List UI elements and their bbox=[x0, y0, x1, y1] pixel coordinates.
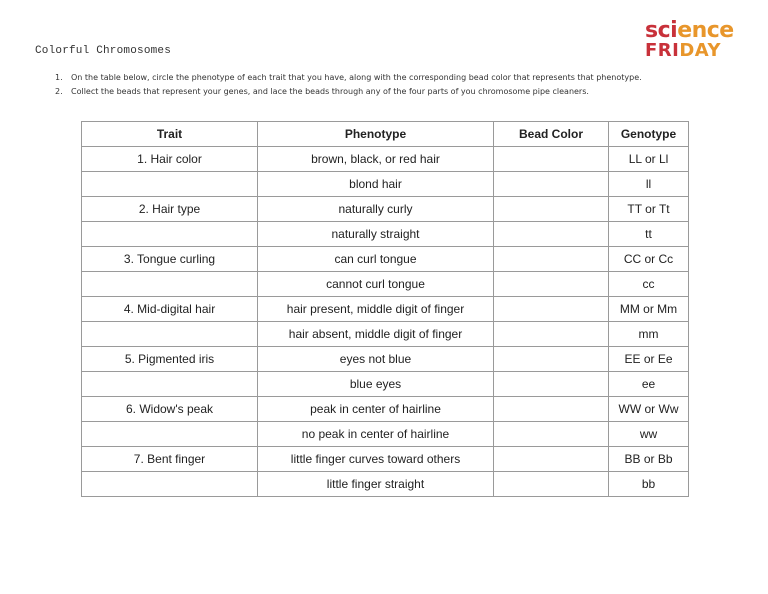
table-row bbox=[82, 222, 689, 247]
cell-phenotype: hair present, middle digit of finger bbox=[258, 297, 494, 322]
cell-trait: 7. Bent finger bbox=[82, 447, 258, 472]
cell-trait: 4. Mid-digital hair bbox=[82, 297, 258, 322]
instructions-list bbox=[55, 71, 642, 99]
logo-text-fri: FRI bbox=[645, 40, 680, 61]
logo-line-friday bbox=[645, 42, 755, 60]
cell-genotype: ee bbox=[609, 372, 689, 397]
science-friday-logo bbox=[645, 18, 755, 61]
logo-text-ence: ence bbox=[677, 18, 734, 43]
cell-genotype: EE or Ee bbox=[609, 347, 689, 372]
cell-trait: 1. Hair color bbox=[82, 147, 258, 172]
header-bead-color: Bead Color bbox=[494, 122, 609, 147]
cell-bead-color[interactable] bbox=[494, 322, 609, 347]
cell-phenotype: no peak in center of hairline bbox=[258, 422, 494, 447]
table-row bbox=[82, 422, 689, 447]
table-row bbox=[82, 172, 689, 197]
table-row bbox=[82, 447, 689, 472]
traits-table bbox=[81, 121, 689, 497]
cell-trait bbox=[82, 272, 258, 297]
cell-genotype: ww bbox=[609, 422, 689, 447]
cell-genotype: TT or Tt bbox=[609, 197, 689, 222]
cell-trait: 2. Hair type bbox=[82, 197, 258, 222]
cell-bead-color[interactable] bbox=[494, 372, 609, 397]
cell-phenotype: brown, black, or red hair bbox=[258, 147, 494, 172]
table-row bbox=[82, 397, 689, 422]
table-row bbox=[82, 297, 689, 322]
cell-phenotype: cannot curl tongue bbox=[258, 272, 494, 297]
instruction-item bbox=[55, 85, 642, 99]
cell-phenotype: naturally curly bbox=[258, 197, 494, 222]
cell-bead-color[interactable] bbox=[494, 197, 609, 222]
cell-phenotype: can curl tongue bbox=[258, 247, 494, 272]
cell-genotype: cc bbox=[609, 272, 689, 297]
table-row bbox=[82, 472, 689, 497]
cell-phenotype: little finger curves toward others bbox=[258, 447, 494, 472]
cell-phenotype: blue eyes bbox=[258, 372, 494, 397]
cell-trait bbox=[82, 472, 258, 497]
cell-genotype: MM or Mm bbox=[609, 297, 689, 322]
cell-bead-color[interactable] bbox=[494, 172, 609, 197]
table-row bbox=[82, 347, 689, 372]
cell-genotype: tt bbox=[609, 222, 689, 247]
cell-bead-color[interactable] bbox=[494, 272, 609, 297]
cell-genotype: LL or Ll bbox=[609, 147, 689, 172]
document-title: Colorful Chromosomes bbox=[35, 45, 172, 57]
cell-genotype: CC or Cc bbox=[609, 247, 689, 272]
cell-bead-color[interactable] bbox=[494, 297, 609, 322]
instruction-number: 1. bbox=[55, 73, 63, 82]
cell-genotype: WW or Ww bbox=[609, 397, 689, 422]
cell-genotype: mm bbox=[609, 322, 689, 347]
header-genotype: Genotype bbox=[609, 122, 689, 147]
cell-genotype: bb bbox=[609, 472, 689, 497]
cell-phenotype: eyes not blue bbox=[258, 347, 494, 372]
logo-line-science bbox=[645, 18, 755, 43]
instruction-text: On the table below, circle the phenotype of each trait that you have, along with the corresponding bead color that represents that phenotype. bbox=[71, 73, 642, 82]
table-row bbox=[82, 147, 689, 172]
cell-trait bbox=[82, 172, 258, 197]
cell-phenotype: hair absent, middle digit of finger bbox=[258, 322, 494, 347]
cell-bead-color[interactable] bbox=[494, 347, 609, 372]
table-header-row bbox=[82, 122, 689, 147]
cell-genotype: BB or Bb bbox=[609, 447, 689, 472]
cell-trait bbox=[82, 422, 258, 447]
cell-phenotype: little finger straight bbox=[258, 472, 494, 497]
cell-phenotype: peak in center of hairline bbox=[258, 397, 494, 422]
cell-trait: 6. Widow's peak bbox=[82, 397, 258, 422]
header-trait: Trait bbox=[82, 122, 258, 147]
cell-trait bbox=[82, 322, 258, 347]
header-phenotype: Phenotype bbox=[258, 122, 494, 147]
cell-bead-color[interactable] bbox=[494, 147, 609, 172]
cell-phenotype: blond hair bbox=[258, 172, 494, 197]
cell-genotype: ll bbox=[609, 172, 689, 197]
cell-phenotype: naturally straight bbox=[258, 222, 494, 247]
cell-trait: 3. Tongue curling bbox=[82, 247, 258, 272]
cell-bead-color[interactable] bbox=[494, 422, 609, 447]
cell-bead-color[interactable] bbox=[494, 447, 609, 472]
logo-text-day: DAY bbox=[679, 40, 722, 61]
cell-bead-color[interactable] bbox=[494, 397, 609, 422]
table-row bbox=[82, 197, 689, 222]
instruction-item bbox=[55, 71, 642, 85]
table-row bbox=[82, 372, 689, 397]
table-row bbox=[82, 322, 689, 347]
cell-trait bbox=[82, 372, 258, 397]
cell-bead-color[interactable] bbox=[494, 472, 609, 497]
table-row bbox=[82, 247, 689, 272]
cell-bead-color[interactable] bbox=[494, 247, 609, 272]
cell-bead-color[interactable] bbox=[494, 222, 609, 247]
cell-trait: 5. Pigmented iris bbox=[82, 347, 258, 372]
table-row bbox=[82, 272, 689, 297]
instruction-number: 2. bbox=[55, 87, 63, 96]
logo-text-sci: sci bbox=[645, 18, 678, 43]
instruction-text: Collect the beads that represent your genes, and lace the beads through any of the four parts of you chromosome pipe cleaners. bbox=[71, 87, 589, 96]
cell-trait bbox=[82, 222, 258, 247]
